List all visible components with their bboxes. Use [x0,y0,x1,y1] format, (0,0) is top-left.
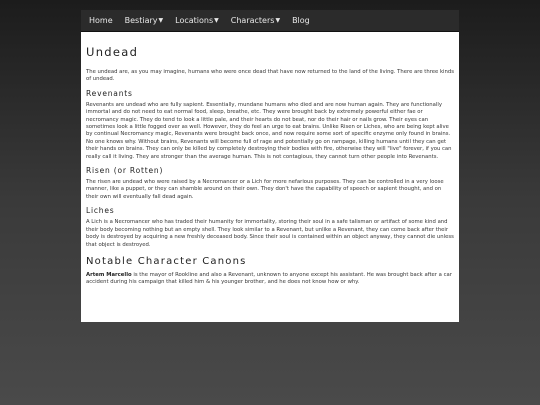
canon-character-text: is the mayor of Rookline and also a Revenant, unknown to anyone except his assistant. He was brought back after a car accident during his campaign that killed him & his younger brother, and he does not know how or why. [86,271,452,286]
main-content [81,32,459,322]
caret-down-icon: ▼ [275,17,281,24]
caret-down-icon: ▼ [214,17,219,24]
canon-paragraph [86,272,454,287]
top-navbar [81,10,459,32]
page-wrapper [81,10,459,322]
liches-heading: Liches [86,206,115,216]
risen-heading: Risen (or Rotten) [86,166,164,176]
nav-bestiary-label: Bestiary [124,16,158,25]
nav-characters-dropdown[interactable] [225,10,286,31]
revenants-heading: Revenants [86,88,133,98]
revenants-paragraph: Revenants are undead who are fully sapient. Essentially, mundane humans who died and are now human again. They are functionally immortal and do not need to eat normal food, sleep, breathe, etc. They were brought back by extremely powerful either fae or necromancy magic. They do tend to look a little pale, and their hearts do not beat, nor do their hair or nails grow. Their eyes can sometimes look a little fogged over as well. However, they do feel an urge to eat brains. Unlike Risen or Liches, who are being kept alive by continual Necromancy magic, Revenants were brought back once, and now require some sort of specific enzyme only found in brains. No one knows why. Without brains, Revenants will become full of rage and potentially go on rampage, killing humans until they can get their hands on brains. They can only be killed by completely destroying their bodies with fire, otherwise they will "live" forever, if you can really call it living. They are stronger than the average human. This is not contagious, they cannot turn other people into Revenants. [86,101,452,160]
nav-locations-dropdown[interactable] [169,10,225,31]
intro-paragraph: The undead are, as you may imagine, humans who were once dead that have now returned to the land of the living. There are three kinds of undead. [86,69,454,83]
nav-bestiary-dropdown[interactable] [119,10,170,31]
nav-blog-label: Blog [292,16,310,25]
nav-locations-label: Locations [175,16,214,25]
risen-paragraph: The risen are undead who were raised by a Necromancer or a Lich for more nefarious purposes. They can be controlled in a very loose manner, like a puppet, or they can shamble around on their own. They don't have the capability of speech or sapient thought, and on their own will eventually fall dead again. [86,179,444,200]
nav-blog[interactable] [286,10,316,31]
nav-home-label: Home [89,16,113,25]
nav-characters-label: Characters [230,16,275,25]
caret-down-icon: ▼ [158,17,164,24]
canon-character-name: Artem Marcello [86,271,132,278]
liches-paragraph: A Lich is a Necromancer who has traded their humanity for immortality, storing their soul in a safe talisman or artifact of some kind and their body becoming nothing but an empty shell. They look similar to a Revenant, but unlike a Revenant, they can come back after their body is destroyed by acquiring a new freshly deceased body. Since their soul is contained within an object anyway, they cannot die unless that object is destroyed. [86,219,454,248]
nav-home[interactable] [83,10,119,31]
page-title: Undead [86,45,139,59]
canons-heading: Notable Character Canons [86,255,247,267]
